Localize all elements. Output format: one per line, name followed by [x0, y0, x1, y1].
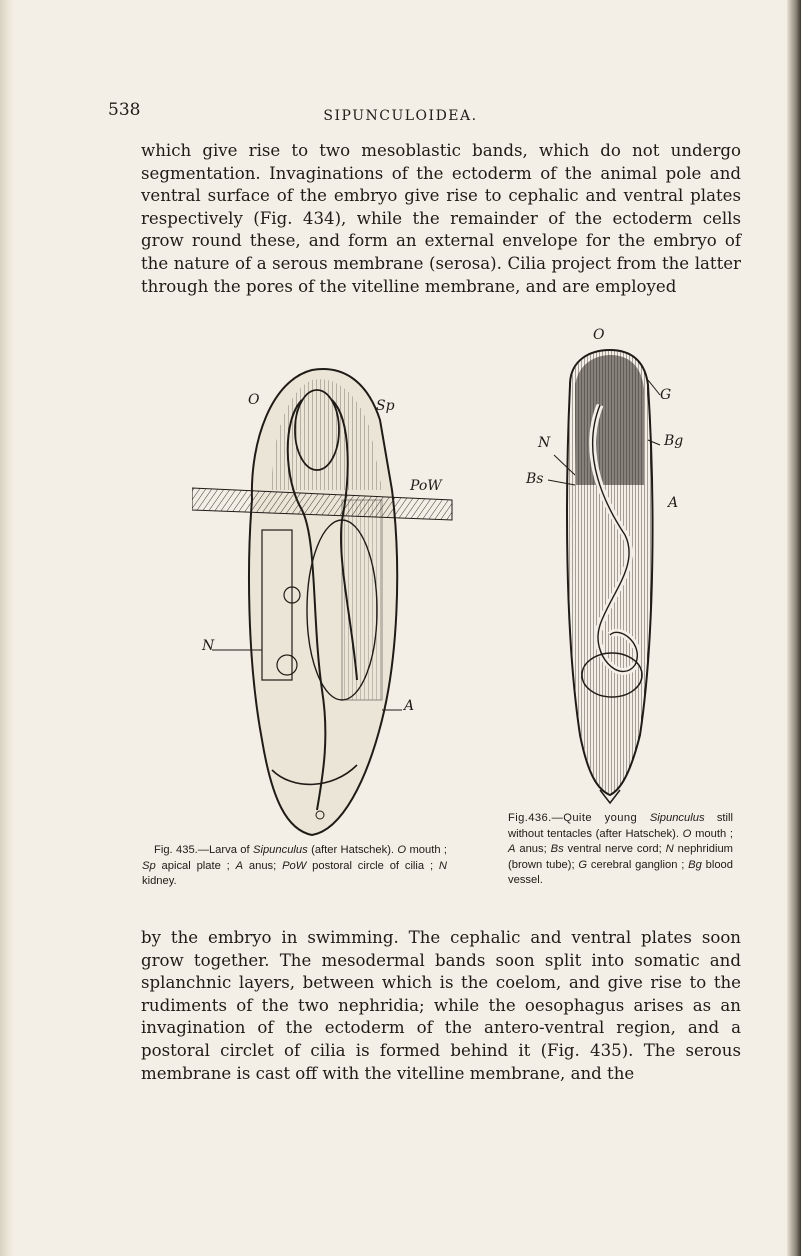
- body-paragraph-bottom: by the embryo in swimming. The cephalic and ventral plates soon grow together. The mesodermal bands soon split into somatic and splanchnic layers, between which is the coelom, and give rise to the rudiments of the two nephridia; while the oesophagus arises as an invagination of the ectoderm of the antero-ventral region, and a postoral circlet of cilia is formed behind it (Fig. 435). The serous membrane is cast off with the vitelline membrane, and the: [141, 928, 741, 1083]
- page-right-edge: [787, 0, 801, 1256]
- fig436-label-g: G: [660, 387, 672, 403]
- running-head: SIPUNCULOIDEA.: [323, 108, 478, 124]
- young-sipunculus-drawing: [530, 335, 710, 805]
- fig435-label-pow: PoW: [410, 478, 442, 494]
- larva-drawing: [192, 360, 462, 840]
- page-left-edge: [0, 0, 14, 1256]
- fig436-label-n: N: [538, 435, 551, 451]
- fig435-label-a: A: [404, 698, 415, 714]
- figure-436-caption: Fig.436.—Quite young Sipunculus still without tentacles (after Hatschek). O mouth ; A anus; Bs ventral nerve cord; N nephridium (brown tube); G cerebral ganglion ; Bg blood vessel.: [508, 812, 733, 886]
- page-number: 538: [108, 100, 141, 120]
- fig436-label-bs: Bs: [526, 471, 544, 487]
- fig436-label-bg: Bg: [664, 433, 684, 449]
- body-paragraph-top: which give rise to two mesoblastic bands, which do not undergo segmentation. Invaginations of the ectoderm of the animal pole and ventral surface of the embryo give rise to cephalic and ventral plates respectively (Fig. 434), while the remainder of the ectoderm cells grow round these, and form an external envelope for the embryo of the nature of a serous membrane (serosa). Cilia project from the latter through the pores of the vitelline membrane, and are employed: [141, 141, 741, 296]
- fig435-label-sp: Sp: [376, 398, 395, 414]
- fig436-label-a: A: [668, 495, 679, 511]
- fig435-label-o: O: [248, 392, 260, 408]
- fig436-label-o: O: [593, 327, 605, 343]
- figure-436-young-sipunculus: [526, 327, 710, 805]
- figure-435-larva: [192, 360, 462, 840]
- figure-435-caption: Fig. 435.—Larva of Sipunculus (after Hatschek). O mouth ; Sp apical plate ; A anus; PoW postoral circle of cilia ; N kidney.: [142, 844, 448, 887]
- fig435-label-n: N: [202, 638, 215, 654]
